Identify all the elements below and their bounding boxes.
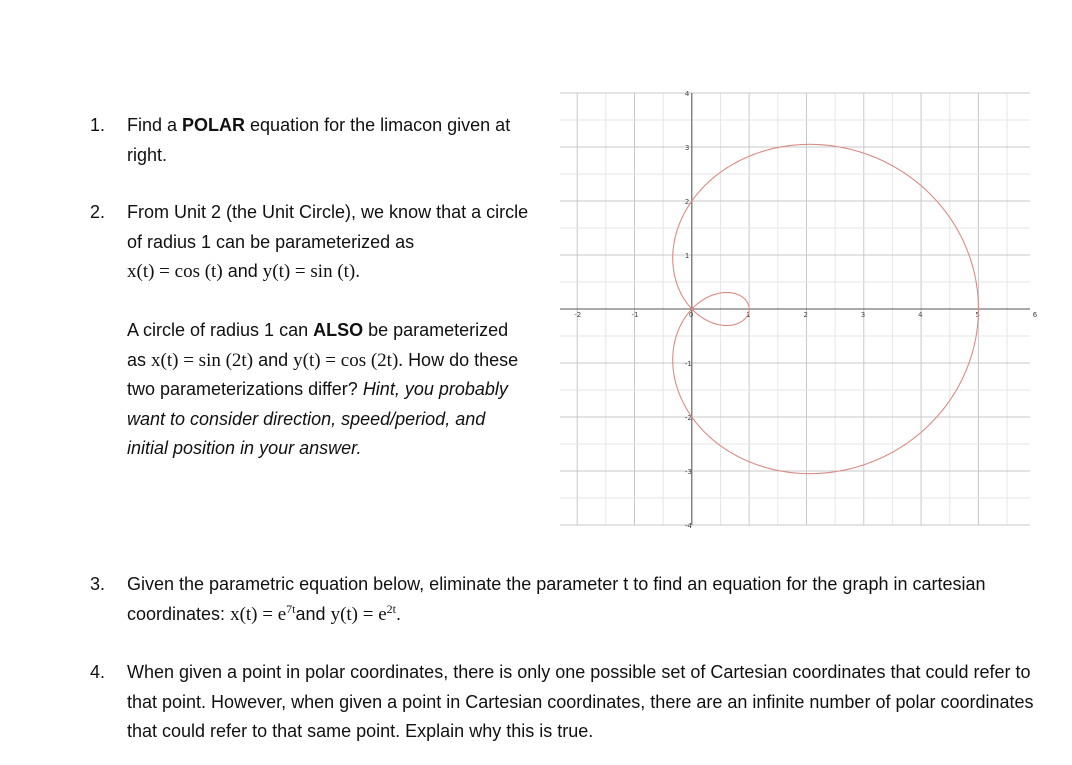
exponent: 7t [286, 601, 296, 616]
bold-term: ALSO [313, 320, 364, 340]
equation-y: y(t) = cos (2t). [293, 349, 404, 371]
text-part: Find a [127, 115, 183, 135]
equation-x: x(t) = cos (t) [127, 261, 223, 282]
y-tick-label: -3 [684, 468, 692, 476]
equation-base: x(t) = e [230, 603, 287, 625]
x-tick-label: -2 [574, 311, 582, 319]
y-tick-label: -1 [684, 360, 692, 368]
equation-x [230, 601, 296, 625]
y-tick-label: 1 [684, 252, 690, 260]
exponent: 2t [386, 601, 397, 616]
hint-text: Hint, you probably want to consider direction, speed/period, and initial position in your answer. [127, 379, 508, 458]
x-tick-label: 6 [1032, 311, 1038, 319]
x-tick-label: 4 [918, 311, 923, 319]
equation-y [330, 601, 397, 625]
axes [560, 93, 1030, 525]
x-tick-label: 5 [975, 311, 980, 319]
period: . [396, 603, 402, 624]
question-2-part-2 [127, 316, 527, 464]
question-number: 2. [90, 202, 106, 222]
text-part: equation for the limacon given at right. [127, 115, 511, 165]
y-tick-label: -4 [684, 522, 692, 530]
question-number: 3. [90, 574, 106, 594]
intro-text: From Unit 2 (the Unit Circle), we know that a circle of radius 1 can be parameterized as [127, 202, 529, 252]
question-text: When given a point in polar coordinates, there is only one possible set of Cartesian coordinates that could refer to that point. However, when given a point in Cartesian coordinates, there are an infinite number of polar coordinates that could refer to that same point. Explain why this is true. [127, 662, 1034, 741]
question-3 [90, 570, 1050, 629]
question-text [127, 198, 530, 287]
question-number: 4. [90, 662, 106, 682]
y-tick-label: 2 [684, 198, 690, 206]
and-word: and [227, 261, 258, 281]
x-tick-label: -1 [631, 311, 639, 319]
question-number: 1. [90, 115, 106, 135]
text-part: Given the parametric equation below, eliminate the parameter t to find an equation for the graph in cartesian coordinates: [127, 574, 986, 624]
x-tick-label: 0 [688, 311, 694, 319]
x-tick-label: 3 [860, 311, 866, 319]
y-tick-label: 4 [684, 90, 690, 98]
text-part: be parameterized as [127, 320, 509, 370]
equation-x: x(t) = sin (2t) [151, 349, 254, 371]
and-word: and [295, 603, 326, 624]
text-part: A circle of radius 1 can [127, 320, 314, 340]
tick-labels [574, 90, 1038, 530]
question-text [127, 111, 520, 170]
question-1 [90, 111, 520, 170]
and-word: and [258, 349, 289, 370]
question-2 [90, 198, 530, 287]
question-text [127, 570, 1050, 629]
y-tick-label: -2 [684, 414, 692, 422]
equation-base: y(t) = e [330, 603, 387, 625]
question-4 [90, 658, 1050, 747]
question-sentence: How do these two parameterizations differ? [127, 349, 519, 399]
bold-term: POLAR [182, 115, 246, 135]
x-tick-label: 2 [803, 311, 808, 319]
limacon-graph [560, 90, 1038, 530]
y-tick-label: 3 [684, 144, 690, 152]
equation-y: y(t) = sin (t). [262, 261, 361, 282]
x-tick-label: 1 [746, 311, 751, 319]
